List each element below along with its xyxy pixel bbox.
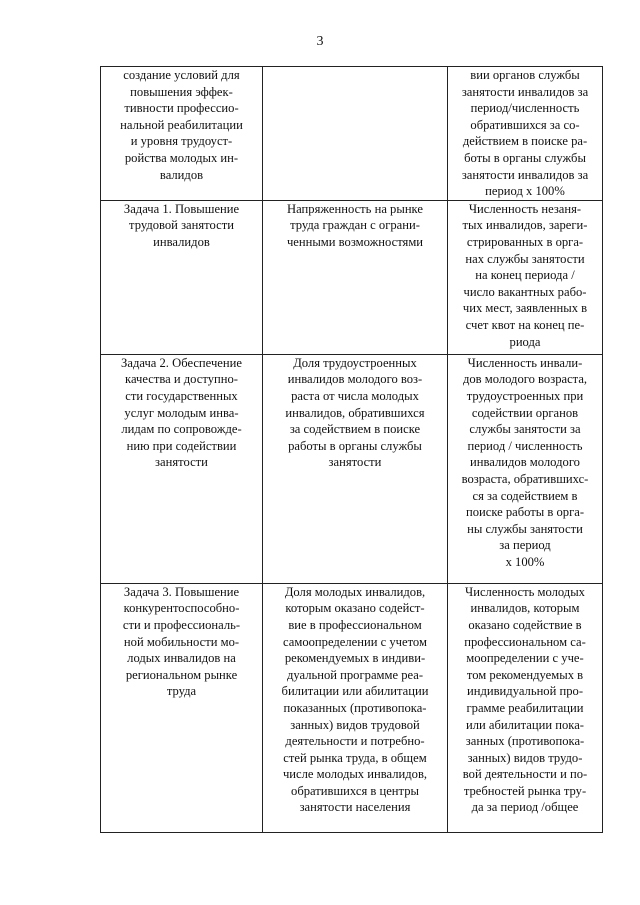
cell-text-line: дов молодого возраста, [462,372,588,387]
cell-text-line: Задача 3. Повышение [123,584,240,599]
cell-text-line: занятости [328,455,382,470]
table-row [101,583,603,832]
cell-text-line: вии органов службы [470,68,580,82]
cell-text-line: занятости инвалидов за [461,167,589,182]
table-cell-task [101,354,263,583]
table-cell-formula [448,67,603,201]
cell-text-line: действием в поиске ра- [462,134,588,149]
cell-text-line: содействии органов [471,405,579,420]
cell-text-line: индивидуальной про- [466,684,584,699]
cell-text-line: деятельности и потребно- [285,734,425,749]
cell-text-line: службы занятости за [469,422,581,437]
cell-text-line: ся за содействием в [472,488,578,503]
cell-text-line: требностей рынка тру- [463,783,587,798]
cell-text-line: Доля трудоустроенных [293,355,417,370]
cell-text-line: раста от числа молодых [291,388,419,403]
cell-text-line: повышения эффек- [130,84,233,99]
cell-text-line: или абилитации пока- [465,717,585,732]
cell-text-line: Численность незаня- [468,201,582,216]
table-cell-formula [448,200,603,354]
cell-text-line: вие в профессиональном [288,617,422,632]
cell-text-line: валидов [159,167,204,182]
table-row [101,354,603,583]
cell-text-line: занятости инвалидов за [461,84,589,99]
cell-text-line: стей рынка труда, в общем [283,750,427,765]
cell-text-line: профессиональном са- [464,634,586,649]
cell-text-line: трудоустроенных при [466,388,584,403]
cell-text-line: за содействием в поиске [289,422,421,437]
cell-text-line: поиске работы в орга- [465,505,585,520]
cell-text-line: инвалидов молодого воз- [287,372,423,387]
page-number: 3 [316,34,324,49]
cell-text-line: ченными возможностями [286,234,424,249]
cell-text-line: инвалидов [153,234,210,249]
cell-text-line: чих мест, заявленных в [462,301,588,316]
cell-text-line: боты в органы службы [464,150,586,165]
cell-text-line: число вакантных рабо- [463,284,587,299]
cell-text-line: показанных (противопока- [283,700,427,715]
cell-text-line: лидам по сопровожде- [121,422,242,437]
cell-text-line: нальной реабилитации [120,117,243,132]
cell-text-line: том рекомендуемых в [466,667,584,682]
cell-text-line: возраста, обратившихс- [461,471,589,486]
cell-text-line: период х 100% [485,184,565,199]
cell-text-line: Напряженность на рынке [287,201,423,216]
cell-text-line: х 100% [505,554,545,569]
cell-text-line: самоопределении с учетом [283,634,427,649]
table-cell-indicator [263,67,448,201]
cell-text-line: счет квот на конец пе- [465,317,585,332]
cell-text-line: ройства молодых ин- [124,150,239,165]
cell-text-line: ной мобильности мо- [123,634,240,649]
table-cell-formula [448,354,603,583]
table-cell-indicator [263,200,448,354]
cell-text-line: труда [166,684,197,699]
cell-text-line: оказано содействие в [468,617,582,632]
cell-text-line: рекомендуемых в индиви- [284,651,426,666]
table-cell-indicator [263,354,448,583]
table-cell-task [101,583,263,832]
cell-text-line: за период [499,538,551,553]
cell-text-line: занятости [155,455,208,470]
cell-text-line: работы в органы службы [288,438,422,453]
cell-text-line: которым оказано содейст- [285,601,425,616]
cell-text-line: сти и профессиональ- [122,617,241,632]
cell-text-line: обратившихся в центры [291,783,419,798]
cell-text-line: дуальной программе реа- [286,667,424,682]
table-cell-formula [448,583,603,832]
table-row [101,67,603,201]
cell-text-line: ны службы занятости [467,521,583,536]
cell-text-line: моопределении с уче- [466,651,584,666]
cell-text-line: лодых инвалидов на [127,651,236,666]
cell-text-line: обратившихся за со- [470,117,580,132]
table-cell-task [101,67,263,201]
cell-text-line: тых инвалидов, зареги- [462,218,588,233]
cell-text-line: занных) видов трудовой [290,717,420,732]
table-cell-indicator [263,583,448,832]
cell-text-line: тивности профессио- [124,101,239,116]
cell-text-line: числе молодых инвалидов, [282,767,428,782]
cell-text-line: нию при содействии [126,438,237,453]
cell-text-line: занятости населения [299,800,411,815]
cell-text-line: конкурентоспособно- [123,601,240,616]
cell-text-line: Численность молодых [465,584,585,599]
cell-text-line: трудовой занятости [129,218,234,233]
cell-text-line: инвалидов, обратившихся [285,405,425,420]
cell-text-line: стрированных в орга- [466,234,584,249]
cell-text-line: вой деятельности и по- [462,767,588,782]
cell-text-line: Задача 2. Обеспечение [121,355,242,370]
cell-text-line: инвалидов молодого [470,455,580,470]
cell-text-line: период/численность [470,101,580,116]
indicators-table [100,66,603,833]
table-cell-task [101,200,263,354]
cell-text-line: грамме реабилитации [466,700,584,715]
cell-text-line: Задача 1. Повышение [123,201,240,216]
cell-text-line: период / численность [467,438,583,453]
cell-text-line: создание условий для [123,68,240,82]
table-row [101,200,603,354]
cell-text-line: билитации или абилитации [281,684,429,699]
cell-text-line: Доля молодых инвалидов, [284,584,426,599]
cell-text-line: услуг молодым инва- [124,405,239,420]
cell-text-line: инвалидов, которым [470,601,580,616]
cell-text-line: занных (противопока- [465,734,585,749]
cell-text-line: нах службы занятости [465,251,585,266]
cell-text-line: сти государственных [125,388,238,403]
cell-text-line: риода [509,334,541,349]
cell-text-line: труда граждан с ограни- [290,218,420,233]
cell-text-line: качества и доступно- [125,372,238,387]
cell-text-line: Численность инвали- [467,355,583,370]
cell-text-line: региональном рынке [125,667,238,682]
cell-text-line: на конец периода / [475,268,575,283]
cell-text-line: занных) видов трудо- [467,750,583,765]
cell-text-line: да за период /общее [471,800,579,815]
cell-text-line: и уровня трудоуст- [130,134,233,149]
